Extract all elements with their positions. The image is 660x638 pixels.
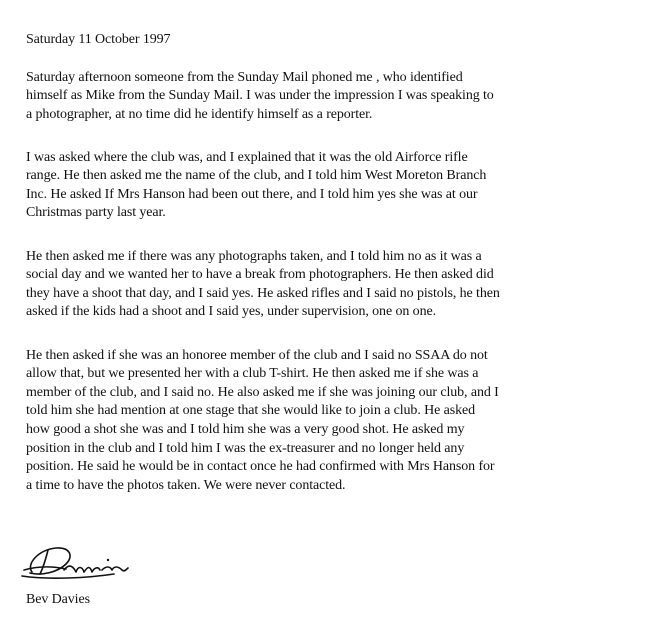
- paragraph-2-line-2: range. He then asked me the name of the club, and I told him West Moreton Branch: [26, 168, 487, 183]
- paragraph-1-line-1: Saturday afternoon someone from the Sunday Mail phoned me , who identified: [26, 70, 463, 85]
- paragraph-4-line-8: a time to have the photos taken. We were never contacted.: [26, 478, 346, 493]
- paragraph-4-line-2: allow that, but we presented her with a club T-shirt. He then asked me if she was a: [26, 366, 479, 381]
- letter-date: Saturday 11 October 1997: [26, 32, 171, 47]
- paragraph-4-line-6: position in the club and I told him I was the ex-treasurer and no longer held any: [26, 441, 465, 456]
- handwritten-signature: [18, 536, 138, 586]
- paragraph-3-line-3: they have a shoot that day, and I said yes. He asked rifles and I said no pistols, he then: [26, 286, 500, 301]
- paragraph-4-line-1: He then asked if she was an honoree member of the club and I said no SSAA do not: [26, 348, 488, 363]
- paragraph-2-line-4: Christmas party last year.: [26, 205, 166, 220]
- paragraph-3-line-1: He then asked me if there was any photographs taken, and I told him no as it was a: [26, 249, 482, 264]
- paragraph-4-line-7: position. He said he would be in contact once he had confirmed with Mrs Hanson for: [26, 459, 495, 474]
- paragraph-1-line-2: himself as Mike from the Sunday Mail. I was under the impression I was speaking to: [26, 88, 494, 103]
- paragraph-2-line-1: I was asked where the club was, and I explained that it was the old Airforce rifle: [26, 150, 468, 165]
- paragraph-3-line-2: social day and we wanted her to have a break from photographers. He then asked did: [26, 267, 494, 282]
- paragraph-3-line-4: asked if the kids had a shoot and I said yes, under supervision, one on one.: [26, 304, 436, 319]
- paragraph-1-line-3: a photographer, at no time did he identify himself as a reporter.: [26, 107, 373, 122]
- signatory-name: Bev Davies: [26, 592, 90, 607]
- paragraph-4-line-5: how good a shot she was and I told him she was a very good shot. He asked my: [26, 422, 465, 437]
- paragraph-2-line-3: Inc. He asked If Mrs Hanson had been out there, and I told him yes she was at our: [26, 187, 478, 202]
- paragraph-4-line-4: told him she had mention at one stage that she would like to join a club. He asked: [26, 403, 476, 418]
- paragraph-4-line-3: member of the club, and I said no. He also asked me if she was joining our club, and I: [26, 385, 499, 400]
